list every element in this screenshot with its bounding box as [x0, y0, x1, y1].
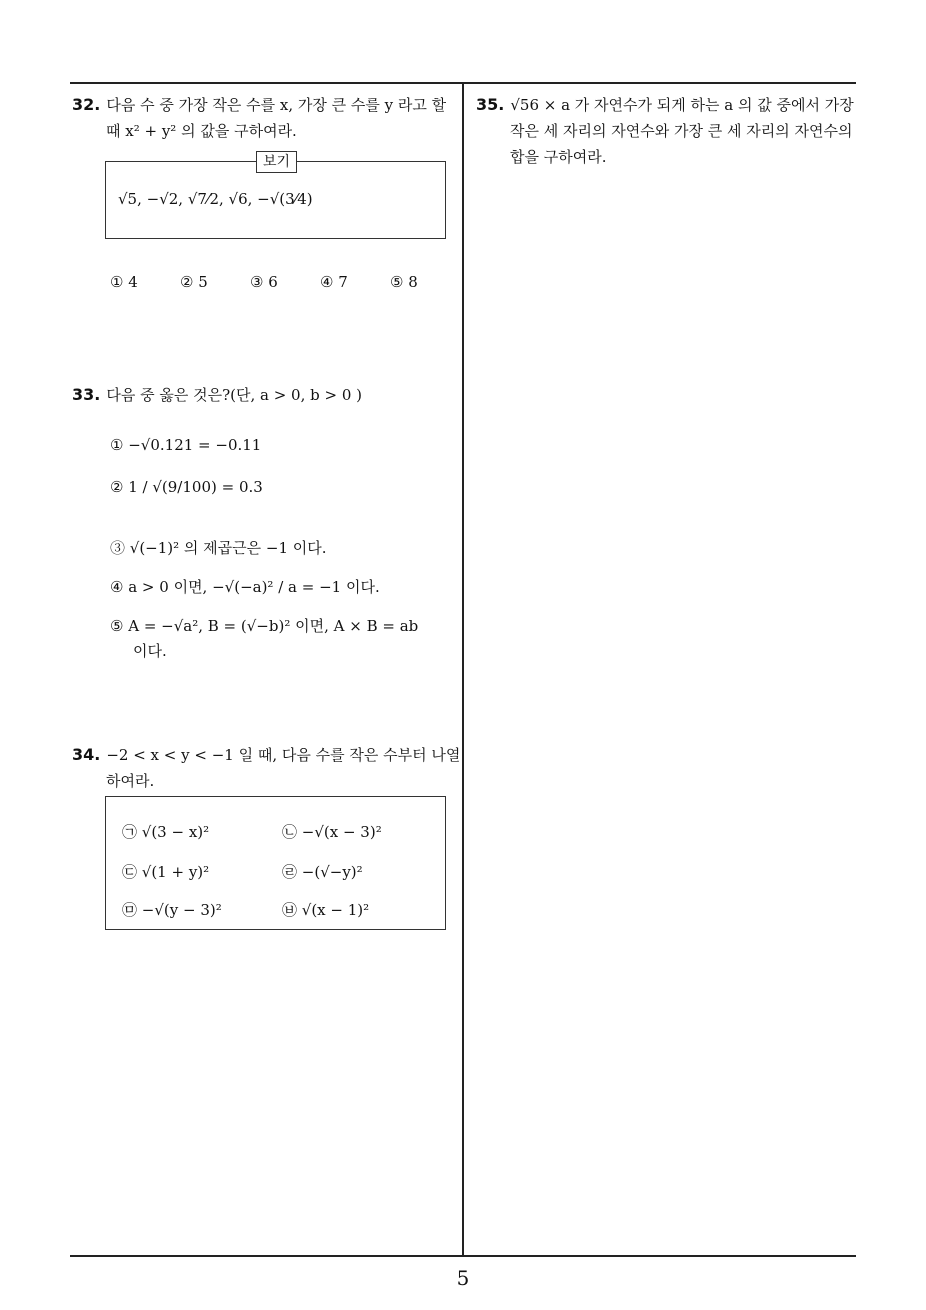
- choice-1[interactable]: ① −√0.121 = −0.11: [110, 436, 262, 454]
- question-34: [72, 742, 462, 794]
- column-divider: [462, 83, 464, 1257]
- choice-5[interactable]: ⑤ A = −√a², B = (√−b)² 이면, A × B = ab: [110, 617, 419, 635]
- item-e: ㉤ −√(y − 3)²: [122, 901, 222, 919]
- question-35: [476, 92, 861, 170]
- choice-2[interactable]: ② 1 / √(9/100) = 0.3: [110, 478, 263, 496]
- bogi-box: [105, 154, 446, 239]
- choice-5-continued: 이다.: [133, 642, 167, 660]
- choice-2[interactable]: ② 5: [180, 273, 208, 291]
- question-text: −2 < x < y < −1 일 때, 다음 수를 작은 수부터 나열: [106, 746, 461, 764]
- question-text: 하여라.: [106, 772, 155, 790]
- question-text: √56 × a 가 자연수가 되게 하는 a 의 값 중에서 가장: [510, 96, 854, 114]
- question-33: [72, 382, 462, 408]
- bottom-rule: [70, 1255, 856, 1257]
- item-f: ㉥ √(x − 1)²: [282, 901, 370, 919]
- choice-5[interactable]: ⑤ 8: [390, 273, 418, 291]
- item-d: ㉣ −(√−y)²: [282, 863, 363, 881]
- question-number: 33.: [72, 385, 101, 404]
- choice-1[interactable]: ① 4: [110, 273, 138, 291]
- question-number: 35.: [476, 95, 505, 114]
- choice-3[interactable]: ③ √(−1)² 의 제곱근은 −1 이다.: [110, 539, 327, 557]
- question-32: [72, 92, 462, 144]
- question-text: 때 x² + y² 의 값을 구하여라.: [106, 122, 297, 140]
- question-text: 합을 구하여라.: [510, 148, 607, 166]
- choice-4[interactable]: ④ a > 0 이면, −√(−a)² / a = −1 이다.: [110, 578, 380, 596]
- choice-4[interactable]: ④ 7: [320, 273, 348, 291]
- item-a: ㉠ √(3 − x)²: [122, 823, 210, 841]
- question-number: 34.: [72, 745, 101, 764]
- question-number: 32.: [72, 95, 101, 114]
- choice-3[interactable]: ③ 6: [250, 273, 278, 291]
- item-c: ㉢ √(1 + y)²: [122, 863, 210, 881]
- choices-32: [110, 272, 460, 291]
- items-box: [105, 796, 446, 930]
- question-text: 다음 수 중 가장 작은 수를 x, 가장 큰 수를 y 라고 할: [106, 96, 447, 114]
- question-text: 다음 중 옳은 것은?(단, a > 0, b > 0 ): [106, 386, 362, 404]
- page-number: 5: [456, 1266, 470, 1290]
- bogi-content: √5, −√2, √7⁄2, √6, −√(3⁄4): [118, 190, 313, 208]
- question-text: 작은 세 자리의 자연수와 가장 큰 세 자리의 자연수의: [510, 122, 853, 140]
- item-b: ㉡ −√(x − 3)²: [282, 823, 382, 841]
- bogi-label: 보기: [256, 151, 297, 173]
